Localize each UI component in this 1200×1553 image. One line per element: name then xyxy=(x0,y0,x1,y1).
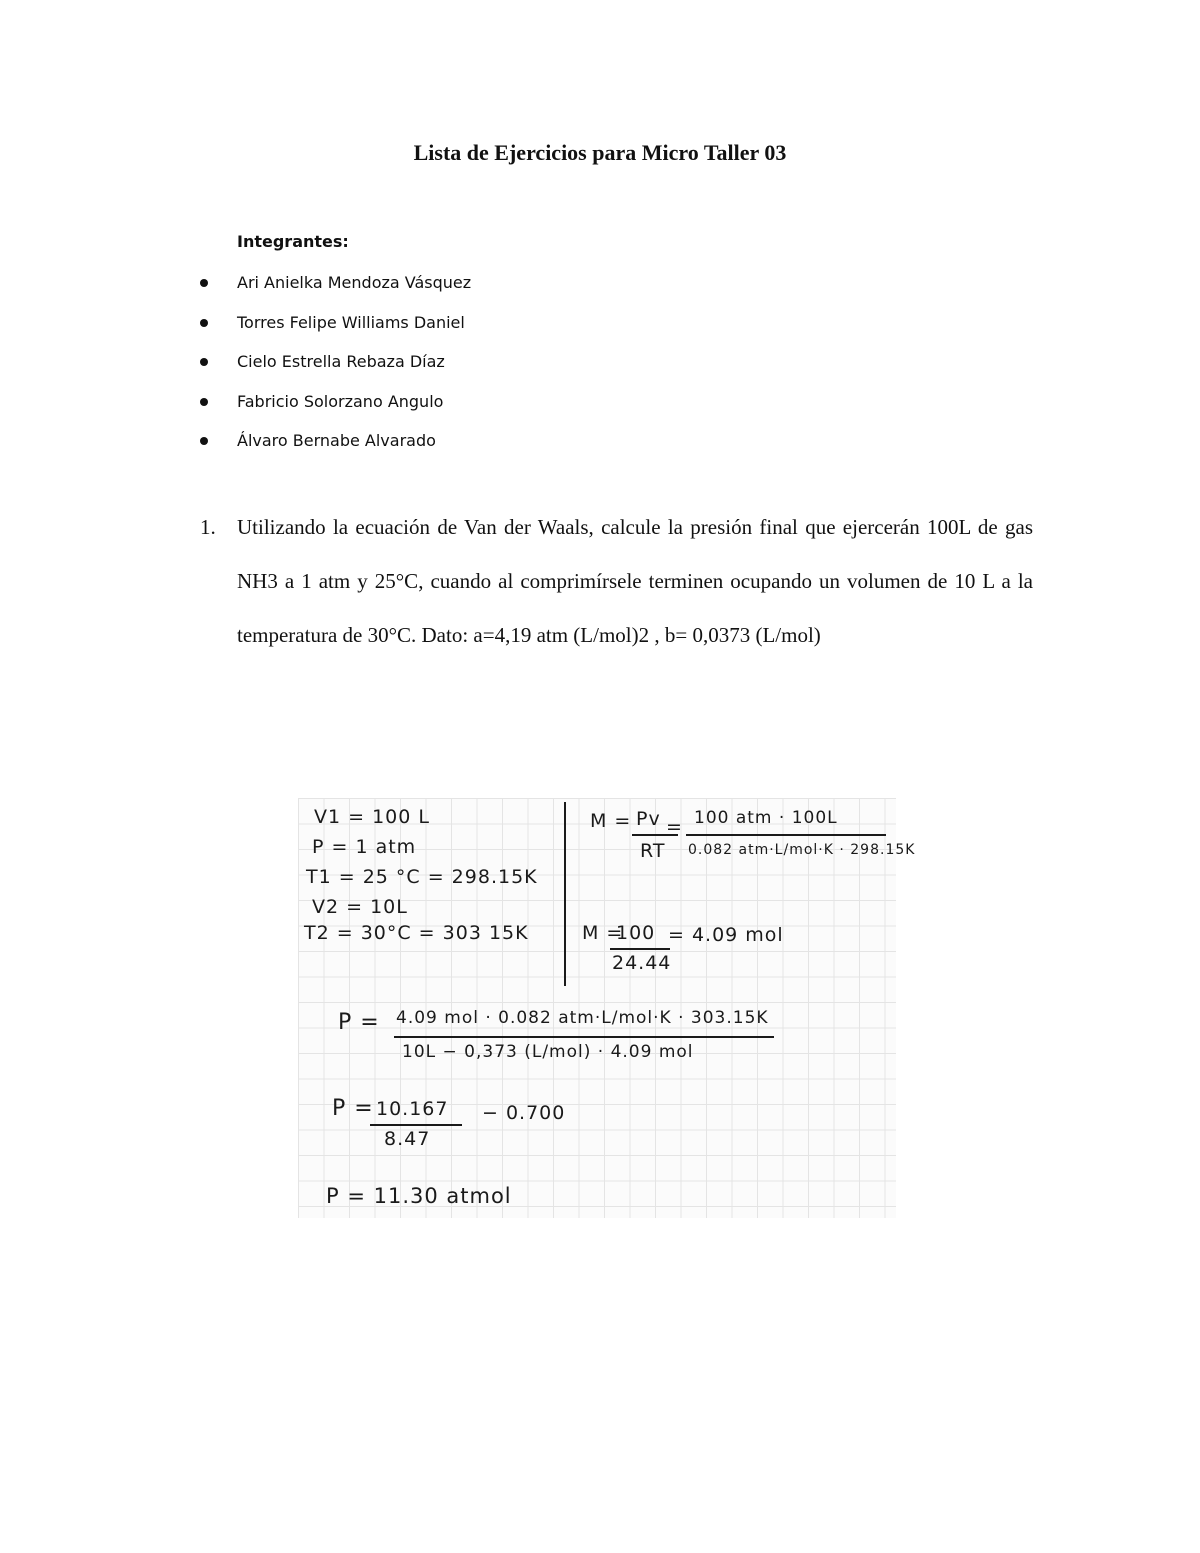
exercise-1 xyxy=(200,500,1033,662)
bullet-icon xyxy=(200,279,208,287)
list-item xyxy=(200,387,471,427)
pressure-simplified-lhs: P = xyxy=(332,1096,374,1121)
moles-result-num: 100 xyxy=(616,922,656,944)
moles-formula-num: Pv xyxy=(636,808,661,830)
members-list xyxy=(200,268,471,466)
pressure-eq-den: 10L − 0,373 (L/mol) · 4.09 mol xyxy=(402,1042,694,1062)
bullet-icon xyxy=(200,437,208,445)
pressure-simplified-rhs: − 0.700 xyxy=(482,1102,566,1124)
pressure-simplified-den: 8.47 xyxy=(384,1128,431,1150)
list-item xyxy=(200,268,471,308)
divider-line xyxy=(564,802,566,986)
exercise-statement: Utilizando la ecuación de Van der Waals, calcule la presión final que ejercerán 100L de gas NH3 a 1 atm y 25°C, cuando al comprimírsele terminen ocupando un volumen de 10 L a la temperatura de 30°C. Dato: a=4,19 atm (L/mol)2 , b= 0,0373 (L/mol) xyxy=(237,515,1033,647)
fraction-bar xyxy=(394,1036,774,1038)
given-t1: T1 = 25 °C = 298.15K xyxy=(306,866,538,888)
pressure-result: P = 11.30 atmol xyxy=(326,1184,512,1208)
moles-result-rhs: = 4.09 mol xyxy=(668,924,784,946)
fraction-bar xyxy=(686,834,886,836)
document-title: Lista de Ejercicios para Micro Taller 03 xyxy=(413,140,787,165)
member-name: Álvaro Bernabe Alvarado xyxy=(237,431,436,450)
moles-formula-lhs: M = xyxy=(590,810,632,832)
given-p: P = 1 atm xyxy=(312,836,417,858)
bullet-icon xyxy=(200,319,208,327)
moles-formula-den: RT xyxy=(640,840,666,862)
moles-result-lhs: M = xyxy=(582,922,624,944)
given-v1: V1 = 100 L xyxy=(314,806,430,828)
fraction-bar xyxy=(610,948,670,950)
fraction-bar xyxy=(370,1124,462,1126)
pressure-eq-lhs: P = xyxy=(338,1010,380,1035)
member-name: Torres Felipe Williams Daniel xyxy=(237,312,465,332)
list-item xyxy=(200,347,471,387)
member-name: Ari Anielka Mendoza Vásquez xyxy=(237,273,472,292)
member-name: Cielo Estrella Rebaza Díaz xyxy=(237,352,445,371)
bullet-icon xyxy=(200,358,208,366)
pressure-eq-num: 4.09 mol · 0.082 atm·L/mol·K · 303.15K xyxy=(396,1008,769,1028)
moles-sub-num: 100 atm · 100L xyxy=(694,808,838,828)
list-item xyxy=(200,426,471,466)
exercise-number: 1. xyxy=(200,515,216,539)
bullet-icon xyxy=(200,398,208,406)
moles-formula-eq: = xyxy=(666,816,683,838)
pressure-simplified-num: 10.167 xyxy=(376,1098,449,1120)
list-item xyxy=(200,308,471,348)
moles-sub-den: 0.082 atm·L/mol·K · 298.15K xyxy=(688,842,916,858)
handwritten-solution-image xyxy=(298,798,916,1218)
given-t2: T2 = 30°C = 303 15K xyxy=(304,922,529,944)
members-heading: Integrantes: xyxy=(237,232,349,251)
given-v2: V2 = 10L xyxy=(312,896,408,918)
moles-result-den: 24.44 xyxy=(612,952,672,974)
member-name: Fabricio Solorzano Angulo xyxy=(237,391,444,411)
